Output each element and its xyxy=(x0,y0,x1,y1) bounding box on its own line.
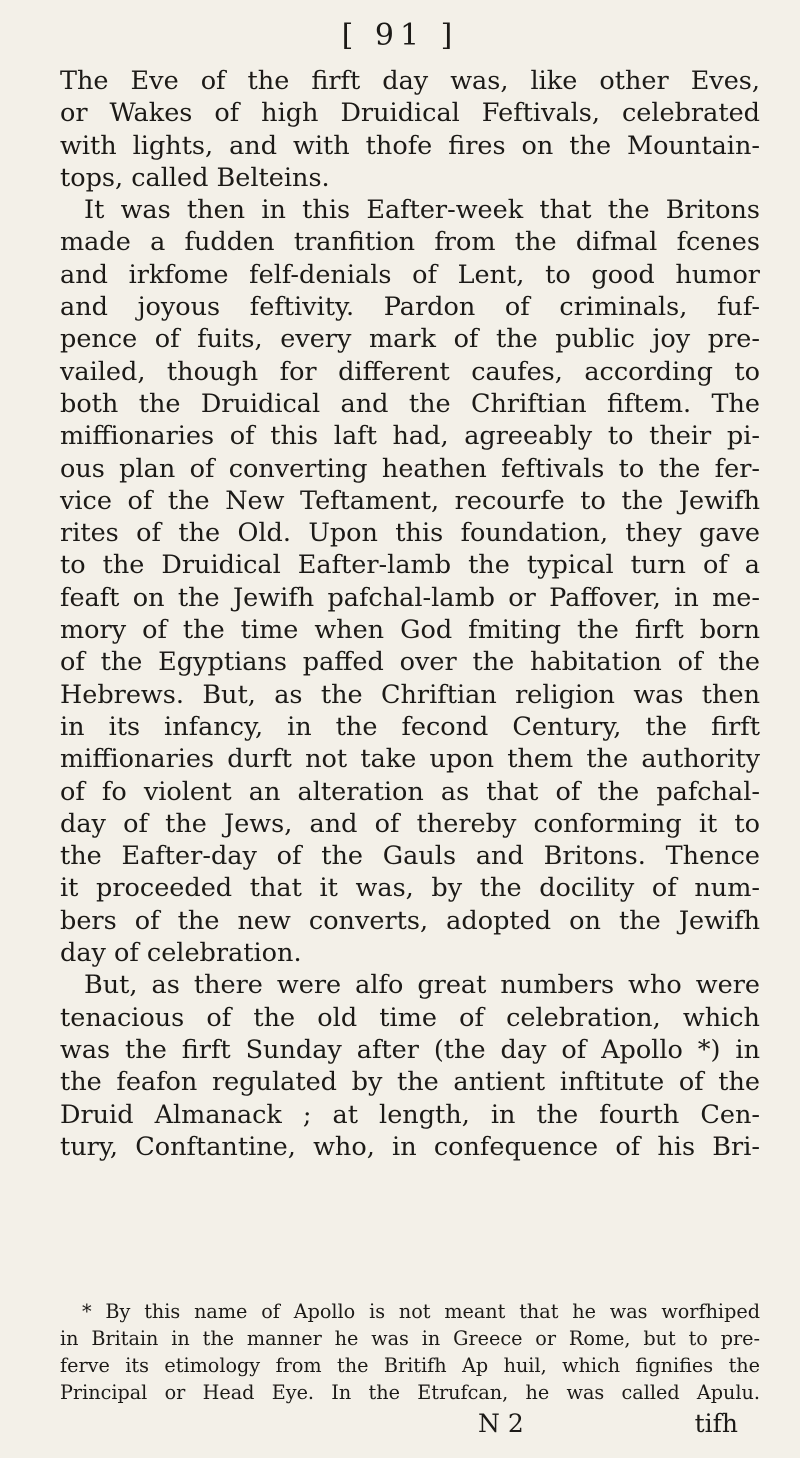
text-line: the feafon regulated by the antient inftitute of the xyxy=(60,1067,760,1098)
text-line: rites of the Old. Upon this foundation, they gave xyxy=(60,518,760,549)
text-line: The Eve of the firft day was, like other Eves, xyxy=(60,66,760,96)
text-line: miffionaries durft not take upon them the authority xyxy=(60,744,760,775)
footnote-line: Principal or Head Eye. In the Etrufcan, he was called Apulu. xyxy=(60,1381,760,1404)
text-line: the Eafter-day of the Gauls and Britons. Thence xyxy=(60,841,760,872)
text-line: tury, Conftantine, who, in confequence of his Bri- xyxy=(60,1131,760,1162)
text-line: or Wakes of high Druidical Feftivals, celebrated xyxy=(60,98,760,129)
text-line: in its infancy, in the fecond Century, the firft xyxy=(60,711,760,742)
text-line: made a fudden tranfition from the difmal fcenes xyxy=(60,227,760,258)
text-line: both the Druidical and the Chriftian fiftem. The xyxy=(60,388,760,419)
text-line: and irkfome felf-denials of Lent, to good humor xyxy=(60,259,760,290)
text-line: feaft on the Jewifh pafchal-lamb or Paffover, in me- xyxy=(60,582,760,613)
text-line: tops, called Belteins. xyxy=(60,162,330,193)
text-line: of the Egyptians paffed over the habitation of the xyxy=(60,647,760,678)
text-line: day of the Jews, and of thereby conforming it to xyxy=(60,808,760,839)
text-line: was the firft Sunday after (the day of Apollo *) in xyxy=(60,1034,760,1065)
footnote xyxy=(60,1298,760,1406)
text-line: and joyous feftivity. Pardon of criminals, fuf- xyxy=(60,292,760,323)
text-line: mory of the time when God fmiting the firft born xyxy=(60,615,760,646)
text-line: pence of fuits, every mark of the public joy pre- xyxy=(60,324,760,355)
text-line: But, as there were alfo great numbers who were xyxy=(84,970,760,1001)
text-line: It was then in this Eafter-week that the Britons xyxy=(84,195,760,226)
text-line: tenacious of the old time of celebration, which xyxy=(60,1002,760,1033)
text-line: it proceeded that it was, by the docility of num- xyxy=(60,873,760,904)
text-line: Druid Almanack ; at length, in the fourth Cen- xyxy=(60,1099,760,1130)
text-line: of fo violent an alteration as that of the pafchal- xyxy=(60,776,760,807)
footnote-line: in Britain in the manner he was in Greece or Rome, but to pre- xyxy=(60,1327,760,1350)
footnote-line: ferve its etimology from the Britifh Ap huil, which fignifies the xyxy=(60,1354,760,1377)
page-number: [ 91 ] xyxy=(341,18,459,53)
text-line: vailed, though for different caufes, according to xyxy=(60,356,760,387)
text-line: ous plan of converting heathen feftivals to the fer- xyxy=(60,453,760,484)
main-text xyxy=(60,65,760,1163)
text-line: Hebrews. But, as the Chriftian religion was then xyxy=(60,679,760,710)
text-line: bers of the new converts, adopted on the Jewifh xyxy=(60,905,760,936)
signature-mark: N 2 xyxy=(478,1409,524,1438)
catchword: tifh xyxy=(694,1409,738,1438)
text-line: vice of the New Teftament, recourfe to the Jewifh xyxy=(60,485,760,516)
text-line: to the Druidical Eafter-lamb the typical turn of a xyxy=(60,550,760,581)
text-line: day of celebration. xyxy=(60,938,302,969)
text-line: miffionaries of this laft had, agreeably to their pi- xyxy=(60,421,760,452)
footnote-line: * By this name of Apollo is not meant that he was worfhiped xyxy=(82,1300,760,1323)
text-line: with lights, and with thofe fires on the Mountain- xyxy=(60,130,760,161)
page-footer xyxy=(60,1408,760,1440)
